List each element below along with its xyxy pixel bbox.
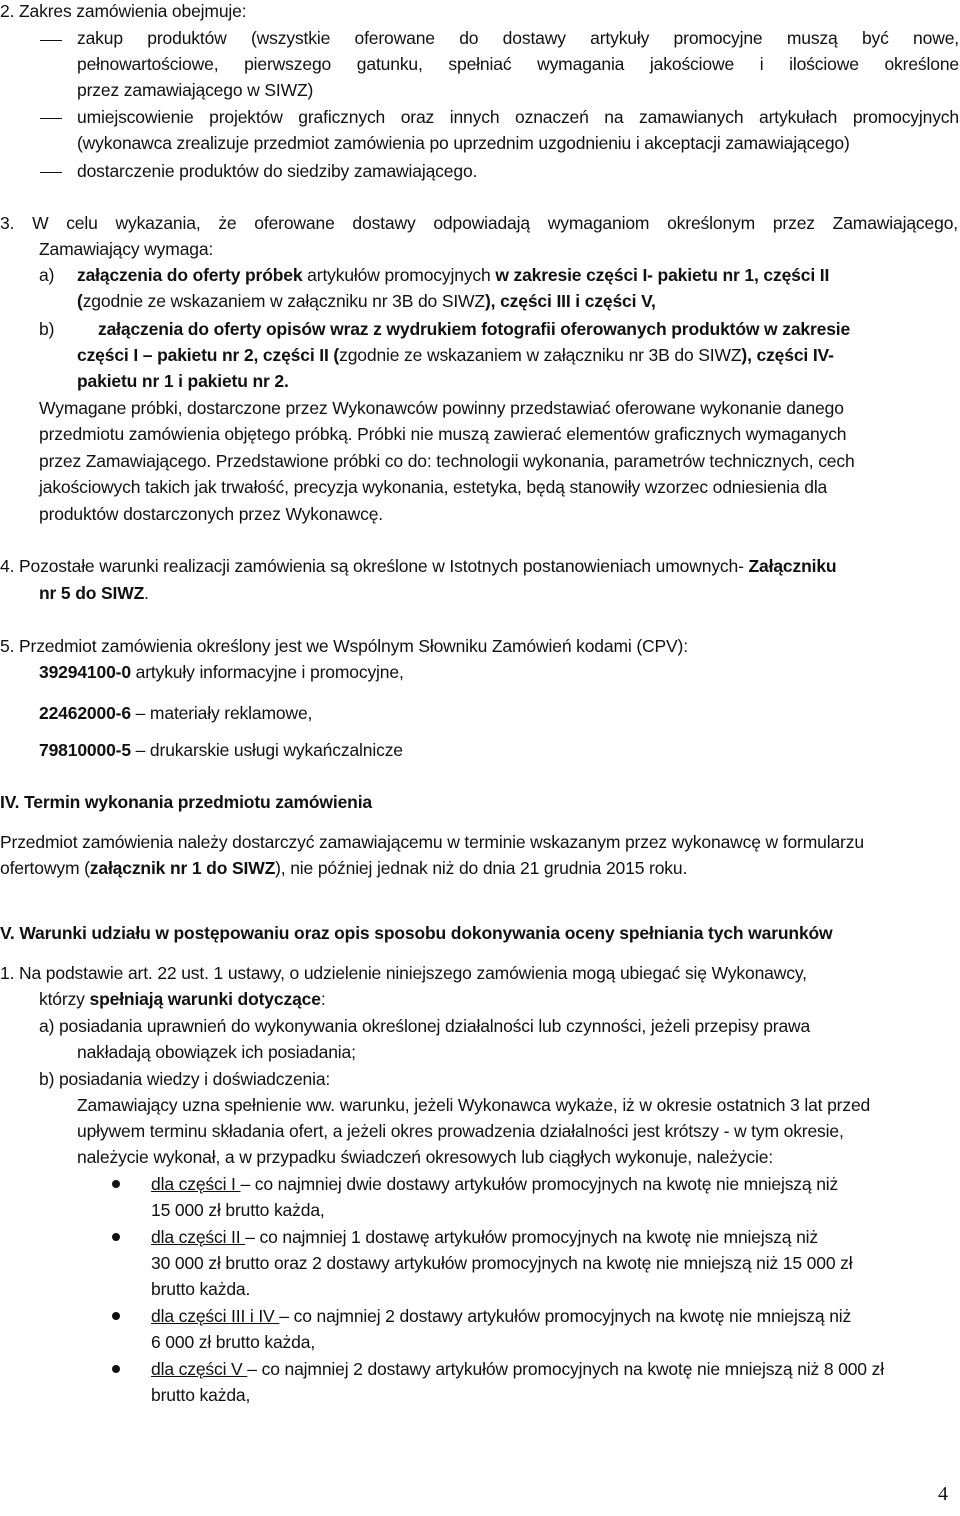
s3-a-label: a)	[39, 265, 55, 285]
section-v-a-line1: a) posiadania uprawnień do wykonywania określonej działalności lub czynności, jeżeli przepisy prawa	[39, 1016, 811, 1036]
bullet-dot	[112, 1233, 120, 1241]
bullet-line: 6 000 zł brutto każda,	[151, 1332, 316, 1352]
s5-line1: 5. Przedmiot zamówienia określony jest we Wspólnym Słowniku Zamówień kodami (CPV):	[0, 636, 688, 656]
section-v-p1-line2: którzy spełniają warunki dotyczące:	[39, 989, 326, 1009]
bullet-line: dla części V – co najmniej 2 dostawy artykułów promocyjnych na kwotę nie mniejszą niż 8 000 zł	[151, 1359, 884, 1379]
bullet-line: 15 000 zł brutto każda,	[151, 1200, 325, 1220]
s2-dash2-line2: (wykonawca zrealizuje przedmiot zamówienia po uprzednim uzgodnieniu i akceptacji zamawiającego)	[77, 133, 850, 153]
s3-b-line3: pakietu nr 1 i pakietu nr 2.	[77, 371, 289, 391]
s3-line2: Zamawiający wymaga:	[39, 239, 214, 259]
section-iv-heading: IV. Termin wykonania przedmiotu zamówienia	[0, 792, 372, 812]
s3-line1: 3. W celu wykazania, że oferowane dostawy odpowiadają wymaganiom określonym przez Zamawiającego,	[0, 213, 958, 233]
s3-b-line2: części I – pakietu nr 2, części II (zgodnie ze wskazaniem w załączniku nr 3B do SIWZ), części IV-	[77, 345, 834, 365]
section-v-p1-line1: 1. Na podstawie art. 22 ust. 1 ustawy, o udzielenie niniejszego zamówienia mogą ubiegać się Wykonawcy,	[0, 963, 807, 983]
s3-a-line2: (zgodnie ze wskazaniem w załączniku nr 3B do SIWZ), części III i części V,	[77, 291, 656, 311]
bullet-dot	[112, 1180, 120, 1188]
s3-para-line5: produktów dostarczonych przez Wykonawcę.	[39, 504, 384, 524]
dash-bullet	[40, 40, 62, 41]
s2-dash1-line2: pełnowartościowe, pierwszego gatunku, spełniać wymagania jakościowe i ilościowe określone	[77, 54, 959, 74]
s3-para-line3: przez Zamawiającego. Przedstawione próbki co do: technologii wykonania, parametrów technicznych, cech	[39, 451, 855, 471]
s3-a-line1: załączenia do oferty próbek artykułów promocyjnych w zakresie części I- pakietu nr 1, części II	[77, 265, 830, 285]
bullet-line: dla części III i IV – co najmniej 2 dostawy artykułów promocyjnych na kwotę nie mniejszą niż	[151, 1306, 852, 1326]
bullet-line: dla części I – co najmniej dwie dostawy artykułów promocyjnych na kwotę nie mniejszą niż	[151, 1174, 839, 1194]
section-v-a-line2: nakładają obowiązek ich posiadania;	[77, 1042, 356, 1062]
s2-dash3: dostarczenie produktów do siedziby zamawiającego.	[77, 161, 478, 181]
bullet-line: brutto każda.	[151, 1279, 251, 1299]
dash-bullet	[40, 118, 62, 119]
bullet-dot	[112, 1365, 120, 1373]
section-v-b-line3: upływem terminu składania ofert, a jeżeli okres prowadzenia działalności jest krótszy - w tym okresie,	[77, 1121, 844, 1141]
cpv-code-row: 79810000-5 – drukarskie usługi wykańczalnicze	[39, 740, 403, 760]
s3-b-line1: załączenia do oferty opisów wraz z wydrukiem fotografii oferowanych produktów w zakresie	[98, 319, 851, 339]
s2-dash2-line1: umiejscowienie projektów graficznych oraz innych oznaczeń na zamawianych artykułach promocyjnych	[77, 107, 959, 127]
page-number: 4	[938, 1483, 948, 1505]
bullet-line: 30 000 zł brutto oraz 2 dostawy artykułów promocyjnych na kwotę nie mniejszą niż 15 000 zł	[151, 1253, 853, 1273]
s3-para-line4: jakościowych takich jak trwałość, precyzja wykonania, estetyka, będą stanowiły wzorzec odniesienia dla	[39, 477, 828, 497]
cpv-code-row: 22462000-6 – materiały reklamowe,	[39, 703, 313, 723]
s2-heading: 2. Zakres zamówienia obejmuje:	[0, 1, 247, 21]
s3-b-label: b)	[39, 319, 55, 339]
s4-line2: nr 5 do SIWZ.	[39, 583, 149, 603]
s2-dash1-line3: przez zamawiającego w SIWZ)	[77, 80, 314, 100]
s2-dash1-line1: zakup produktów (wszystkie oferowane do dostawy artykuły promocyjne muszą być nowe,	[77, 28, 959, 48]
dash-bullet	[40, 172, 62, 173]
s3-para-line2: przedmiotu zamówienia objętego próbką. Próbki nie muszą zawierać elementów graficznych wymaganych	[39, 424, 847, 444]
cpv-code-row: 39294100-0 artykuły informacyjne i promocyjne,	[39, 662, 404, 682]
section-v-heading: V. Warunki udziału w postępowaniu oraz opis sposobu dokonywania oceny spełniania tych warunków	[0, 923, 833, 943]
bullet-dot	[112, 1312, 120, 1320]
s3-para-line1: Wymagane próbki, dostarczone przez Wykonawców powinny przedstawiać oferowane wykonanie danego	[39, 398, 844, 418]
s4-line1: 4. Pozostałe warunki realizacji zamówienia są określone w Istotnych postanowieniach umownych- Załączniku	[0, 556, 837, 576]
section-v-b-line2: Zamawiający uzna spełnienie ww. warunku, jeżeli Wykonawca wykaże, iż w okresie ostatnich 3 lat przed	[77, 1095, 871, 1115]
bullet-line: dla części II – co najmniej 1 dostawę artykułów promocyjnych na kwotę nie mniejszą niż	[151, 1227, 818, 1247]
section-v-b-line1: b) posiadania wiedzy i doświadczenia:	[39, 1069, 331, 1089]
section-iv-line2: ofertowym (załącznik nr 1 do SIWZ), nie później jednak niż do dnia 21 grudnia 2015 roku.	[0, 858, 688, 878]
section-iv-line1: Przedmiot zamówienia należy dostarczyć zamawiającemu w terminie wskazanym przez wykonawcę w formularzu	[0, 832, 864, 852]
bullet-line: brutto każda,	[151, 1385, 251, 1405]
section-v-b-line4: należycie wykonał, a w przypadku świadczeń okresowych lub ciągłych wykonuje, należycie:	[77, 1147, 774, 1167]
